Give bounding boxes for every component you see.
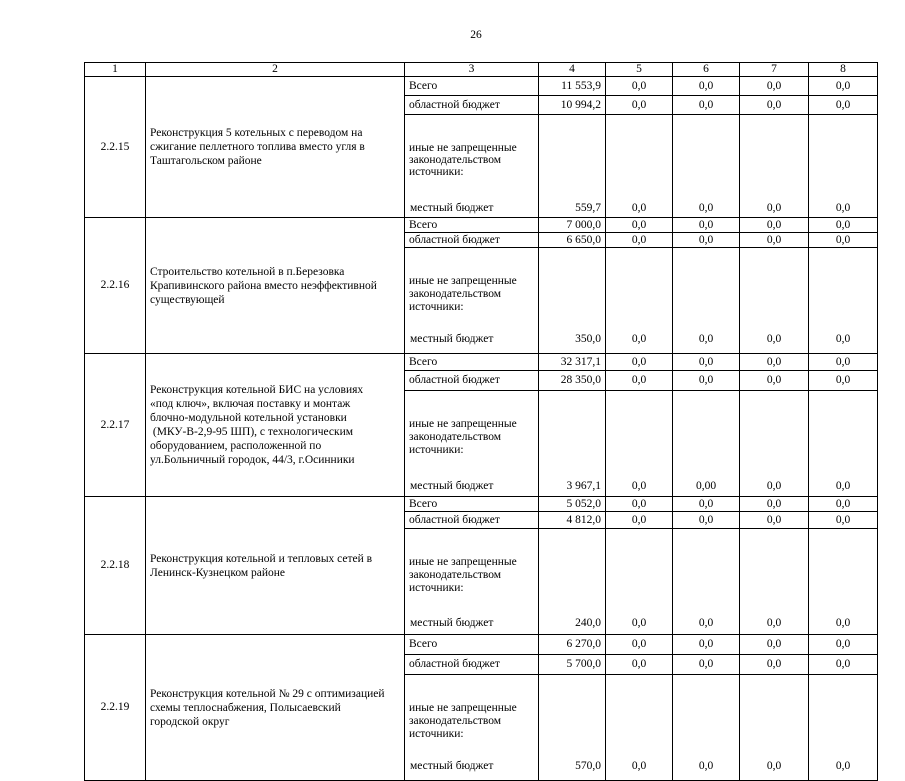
funding-source-label: областной бюджет [405, 371, 539, 391]
column-header: 7 [740, 63, 809, 77]
value-col8: 0,0 [809, 497, 878, 512]
funding-source-label: областной бюджет [405, 512, 539, 529]
value-col5: 0,0 [606, 655, 673, 675]
column-header: 6 [673, 63, 740, 77]
item-number: 2.2.18 [85, 497, 146, 635]
value-col7: 0,0 [740, 218, 809, 233]
page-number: 26 [470, 29, 482, 41]
other-sources-label: иные не запрещенные законодательством источники: [409, 142, 517, 178]
value-col6: 0,0 [673, 248, 740, 354]
table-header-row [85, 63, 878, 77]
value-col7: 0,0 [740, 512, 809, 529]
value-col5: 0,0 [606, 218, 673, 233]
column-header: 8 [809, 63, 878, 77]
table-row [85, 77, 878, 96]
value-col4: 5 052,0 [539, 497, 606, 512]
value-col6: 0,0 [673, 233, 740, 248]
value-col6: 0,0 [673, 675, 740, 781]
funding-source-label: Всего [405, 354, 539, 371]
table-row [85, 497, 878, 512]
item-description: Реконструкция котельной и тепловых сетей в Ленинск-Кузнецком районе [146, 497, 405, 635]
value-col6: 0,0 [673, 115, 740, 218]
value-col4: 3 967,1 [539, 391, 606, 497]
funding-source-label: областной бюджет [405, 96, 539, 115]
other-sources-label: иные не запрещенные законодательством источники: [409, 702, 517, 740]
value-col8: 0,0 [809, 512, 878, 529]
value-col7: 0,0 [740, 529, 809, 635]
item-description: Строительство котельной в п.Березовка Крапивинского района вместо неэффективной существующей [146, 218, 405, 354]
value-col6: 0,0 [673, 218, 740, 233]
value-col7: 0,0 [740, 391, 809, 497]
item-number: 2.2.15 [85, 77, 146, 218]
value-col4: 350,0 [539, 248, 606, 354]
local-budget-label: местный бюджет [410, 333, 494, 345]
value-col6: 0,0 [673, 529, 740, 635]
value-col6: 0,0 [673, 96, 740, 115]
value-col6: 0,0 [673, 354, 740, 371]
column-header: 2 [146, 63, 405, 77]
value-col4: 32 317,1 [539, 354, 606, 371]
value-col8: 0,0 [809, 675, 878, 781]
value-col8: 0,0 [809, 354, 878, 371]
value-col8: 0,0 [809, 248, 878, 354]
value-col8: 0,0 [809, 233, 878, 248]
funding-source-label: областной бюджет [405, 655, 539, 675]
item-description: Реконструкция 5 котельных с переводом на сжигание пеллетного топлива вместо угля в Таштагольском районе [146, 77, 405, 218]
funding-source-label: Всего [405, 635, 539, 655]
value-col4: 5 700,0 [539, 655, 606, 675]
value-col5: 0,0 [606, 96, 673, 115]
table-row [85, 635, 878, 655]
value-col5: 0,0 [606, 233, 673, 248]
value-col7: 0,0 [740, 655, 809, 675]
value-col5: 0,0 [606, 248, 673, 354]
other-sources-label: иные не запрещенные законодательством источники: [409, 556, 517, 594]
value-col4: 11 553,9 [539, 77, 606, 96]
value-col7: 0,0 [740, 248, 809, 354]
value-col6: 0,0 [673, 371, 740, 391]
value-col8: 0,0 [809, 77, 878, 96]
value-col7: 0,0 [740, 77, 809, 96]
value-col8: 0,0 [809, 391, 878, 497]
value-col5: 0,0 [606, 497, 673, 512]
item-description: Реконструкция котельной № 29 с оптимизацией схемы теплоснабжения, Полысаевский городской округ [146, 635, 405, 781]
item-number: 2.2.17 [85, 354, 146, 497]
value-col6: 0,0 [673, 635, 740, 655]
value-col5: 0,0 [606, 675, 673, 781]
value-col7: 0,0 [740, 675, 809, 781]
other-sources-label: иные не запрещенные законодательством источники: [409, 418, 517, 456]
local-budget-label: местный бюджет [410, 202, 494, 214]
value-col6: 0,0 [673, 497, 740, 512]
value-col8: 0,0 [809, 635, 878, 655]
value-col8: 0,0 [809, 529, 878, 635]
funding-source-label: областной бюджет [405, 233, 539, 248]
value-col4: 6 270,0 [539, 635, 606, 655]
item-number: 2.2.16 [85, 218, 146, 354]
value-col8: 0,0 [809, 371, 878, 391]
value-col7: 0,0 [740, 115, 809, 218]
funding-source-label: Всего [405, 497, 539, 512]
local-budget-label: местный бюджет [410, 760, 494, 772]
value-col8: 0,0 [809, 96, 878, 115]
value-col6: 0,00 [673, 391, 740, 497]
table-row [85, 218, 878, 233]
value-col7: 0,0 [740, 371, 809, 391]
value-col7: 0,0 [740, 96, 809, 115]
item-number: 2.2.19 [85, 635, 146, 781]
value-col5: 0,0 [606, 391, 673, 497]
column-header: 4 [539, 63, 606, 77]
funding-source-cell [405, 675, 539, 781]
column-header: 5 [606, 63, 673, 77]
local-budget-label: местный бюджет [410, 480, 494, 492]
value-col4: 570,0 [539, 675, 606, 781]
value-col5: 0,0 [606, 529, 673, 635]
value-col7: 0,0 [740, 354, 809, 371]
funding-source-label: Всего [405, 218, 539, 233]
value-col4: 7 000,0 [539, 218, 606, 233]
funding-table [84, 62, 878, 781]
local-budget-label: местный бюджет [410, 617, 494, 629]
funding-source-cell [405, 248, 539, 354]
value-col5: 0,0 [606, 115, 673, 218]
value-col5: 0,0 [606, 635, 673, 655]
value-col6: 0,0 [673, 655, 740, 675]
value-col4: 240,0 [539, 529, 606, 635]
value-col5: 0,0 [606, 354, 673, 371]
item-description: Реконструкция котельной БИС на условиях «под ключ», включая поставку и монтаж блочно-модульной котельной установки (МКУ-В-2,9-95 ШП), с технологическим оборудованием, расположенной по ул.Больничный городок, 44/3, г.Осинники [146, 354, 405, 497]
funding-source-label: Всего [405, 77, 539, 96]
funding-source-cell [405, 391, 539, 497]
value-col4: 6 650,0 [539, 233, 606, 248]
value-col5: 0,0 [606, 371, 673, 391]
value-col4: 559,7 [539, 115, 606, 218]
value-col4: 10 994,2 [539, 96, 606, 115]
value-col5: 0,0 [606, 512, 673, 529]
column-header: 1 [85, 63, 146, 77]
value-col5: 0,0 [606, 77, 673, 96]
other-sources-label: иные не запрещенные законодательством источники: [409, 275, 517, 313]
value-col4: 4 812,0 [539, 512, 606, 529]
value-col6: 0,0 [673, 77, 740, 96]
value-col7: 0,0 [740, 635, 809, 655]
value-col7: 0,0 [740, 497, 809, 512]
column-header: 3 [405, 63, 539, 77]
value-col7: 0,0 [740, 233, 809, 248]
value-col8: 0,0 [809, 655, 878, 675]
value-col8: 0,0 [809, 115, 878, 218]
value-col4: 28 350,0 [539, 371, 606, 391]
table-row [85, 354, 878, 371]
funding-source-cell [405, 529, 539, 635]
value-col8: 0,0 [809, 218, 878, 233]
funding-source-cell [405, 115, 539, 218]
value-col6: 0,0 [673, 512, 740, 529]
